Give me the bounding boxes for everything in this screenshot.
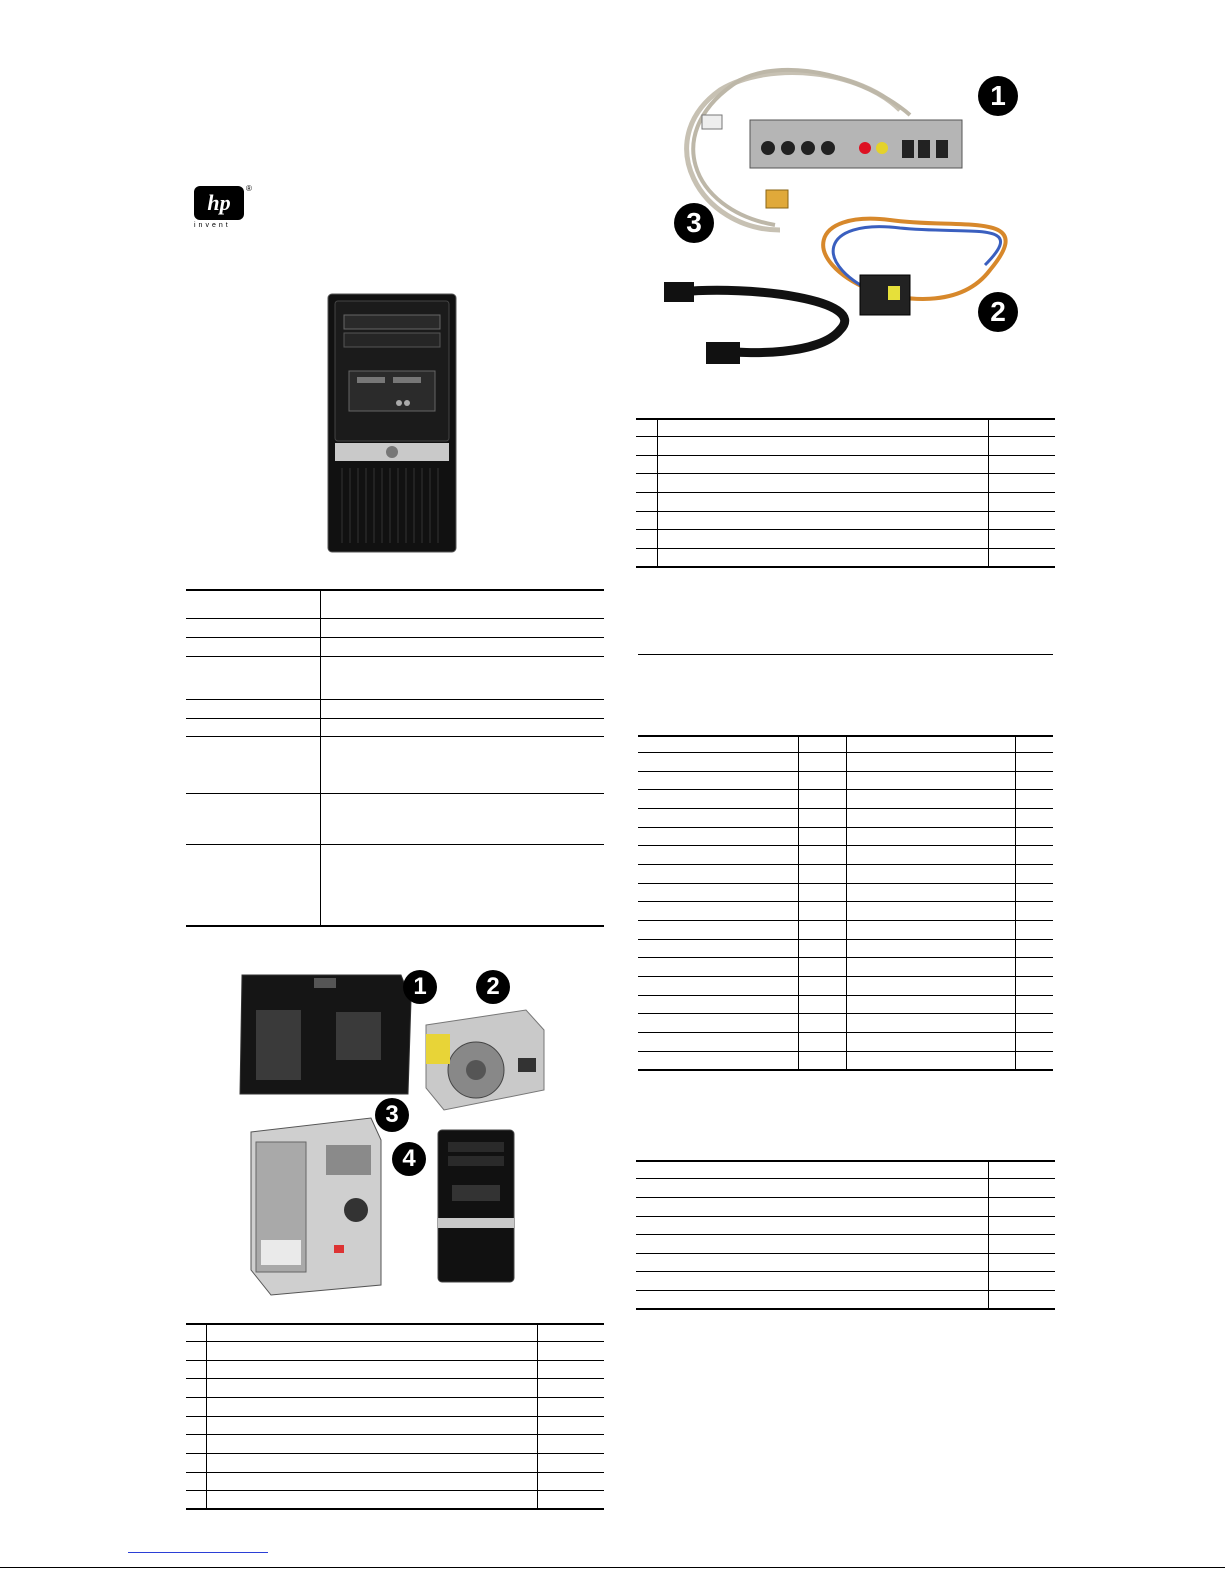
hp-tagline: invent <box>194 222 231 229</box>
callout-1-cables: 1 <box>978 76 1018 116</box>
callout-1-exploded: 1 <box>403 970 437 1004</box>
callout-2-exploded: 2 <box>476 970 510 1004</box>
registered-mark: ® <box>246 184 252 193</box>
cables-image <box>660 60 1030 380</box>
product-tower-image <box>327 293 457 553</box>
callout-4-exploded: 4 <box>392 1142 426 1176</box>
footer-link[interactable] <box>128 1552 268 1553</box>
callout-3-exploded: 3 <box>375 1098 409 1132</box>
hp-logo: hp <box>194 186 244 220</box>
callout-2-cables: 2 <box>978 292 1018 332</box>
exploded-view-image <box>226 970 556 1300</box>
footer-rule <box>0 1567 1225 1568</box>
callout-3-cables: 3 <box>674 203 714 243</box>
section-rule <box>638 654 1053 655</box>
